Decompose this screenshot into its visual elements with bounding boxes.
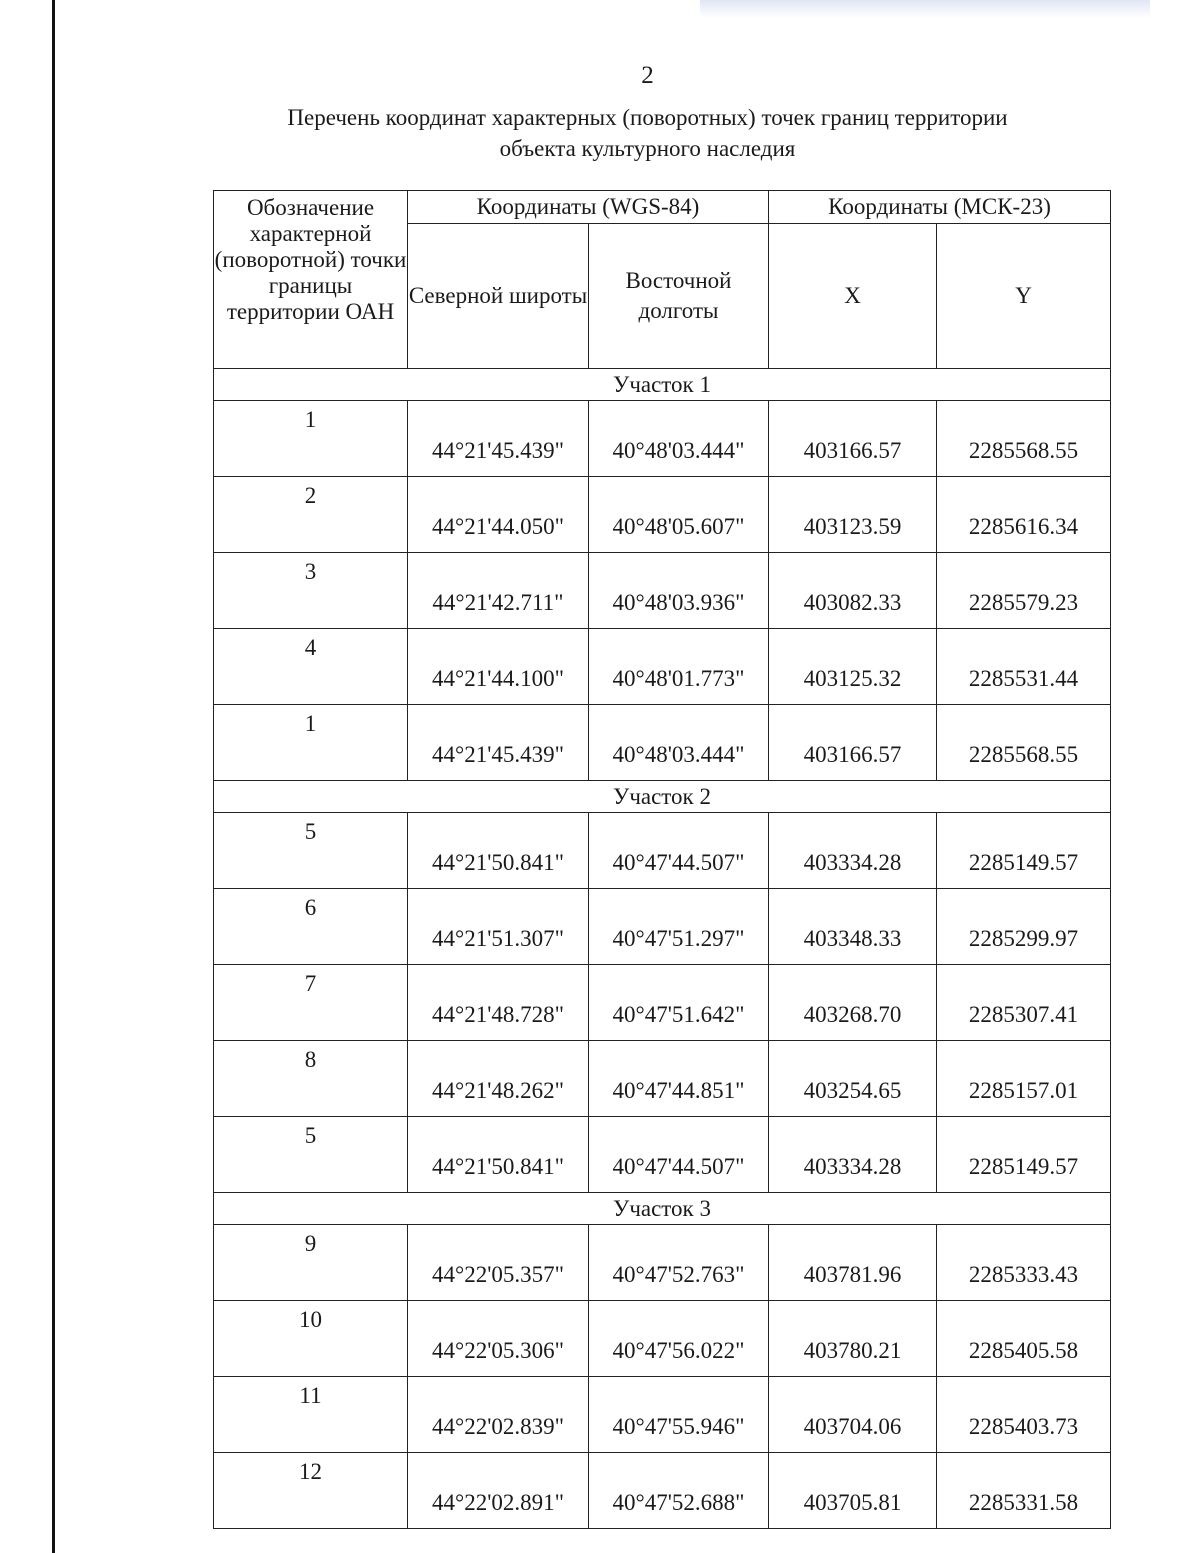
- point-number-cell: 7: [214, 965, 408, 1041]
- y-coordinate-cell: 2285568.55: [937, 401, 1111, 477]
- y-coordinate-cell: 2285331.58: [937, 1453, 1111, 1529]
- east-longitude-cell: 40°48'05.607": [589, 477, 769, 553]
- table-row: [214, 477, 1111, 553]
- x-coordinate-cell: 403166.57: [769, 401, 937, 477]
- table-row: [214, 889, 1111, 965]
- table-row: [214, 813, 1111, 889]
- x-coordinate-cell: 403334.28: [769, 1117, 937, 1193]
- header-msk23-group: Координаты (МСК-23): [769, 191, 1111, 224]
- east-longitude-cell: 40°48'03.936": [589, 553, 769, 629]
- north-latitude-cell: 44°21'45.439": [408, 401, 589, 477]
- y-coordinate-cell: 2285579.23: [937, 553, 1111, 629]
- north-latitude-cell: 44°22'05.357": [408, 1225, 589, 1301]
- table-row: [214, 401, 1111, 477]
- point-number-cell: 10: [214, 1301, 408, 1377]
- section-title: Участок 3: [214, 1193, 1111, 1225]
- header-x: X: [769, 224, 937, 369]
- table-row: [214, 1301, 1111, 1377]
- east-longitude-cell: 40°48'03.444": [589, 401, 769, 477]
- x-coordinate-cell: 403348.33: [769, 889, 937, 965]
- title-line-1: Перечень координат характерных (поворотных) точек границ территории: [287, 105, 1008, 130]
- y-coordinate-cell: 2285149.57: [937, 813, 1111, 889]
- table-row: [214, 1453, 1111, 1529]
- x-coordinate-cell: 403082.33: [769, 553, 937, 629]
- east-longitude-cell: 40°47'52.763": [589, 1225, 769, 1301]
- north-latitude-cell: 44°21'44.050": [408, 477, 589, 553]
- point-number-cell: 12: [214, 1453, 408, 1529]
- east-longitude-cell: 40°48'03.444": [589, 705, 769, 781]
- section-title: Участок 2: [214, 781, 1111, 813]
- north-latitude-cell: 44°21'48.728": [408, 965, 589, 1041]
- point-number-cell: 11: [214, 1377, 408, 1453]
- document-title: [150, 102, 1145, 164]
- table-row: [214, 1041, 1111, 1117]
- header-wgs84-group: Координаты (WGS-84): [408, 191, 769, 224]
- east-longitude-cell: 40°47'51.642": [589, 965, 769, 1041]
- east-longitude-cell: 40°47'52.688": [589, 1453, 769, 1529]
- table-row: [214, 705, 1111, 781]
- north-latitude-cell: 44°21'44.100": [408, 629, 589, 705]
- header-east-longitude: Восточной долготы: [589, 224, 769, 369]
- y-coordinate-cell: 2285531.44: [937, 629, 1111, 705]
- x-coordinate-cell: 403781.96: [769, 1225, 937, 1301]
- point-number-cell: 5: [214, 1117, 408, 1193]
- east-longitude-cell: 40°47'44.507": [589, 1117, 769, 1193]
- y-coordinate-cell: 2285333.43: [937, 1225, 1111, 1301]
- north-latitude-cell: 44°21'51.307": [408, 889, 589, 965]
- coordinates-table: [213, 190, 1111, 1529]
- page-edge-line: [52, 0, 55, 1553]
- header-point-designation: Обозначение характерной (поворотной) точки границы территории ОАН: [214, 191, 408, 369]
- east-longitude-cell: 40°47'55.946": [589, 1377, 769, 1453]
- point-number-cell: 9: [214, 1225, 408, 1301]
- section-row: [214, 1193, 1111, 1225]
- north-latitude-cell: 44°21'48.262": [408, 1041, 589, 1117]
- section-row: [214, 369, 1111, 401]
- x-coordinate-cell: 403125.32: [769, 629, 937, 705]
- x-coordinate-cell: 403254.65: [769, 1041, 937, 1117]
- table-body: [214, 369, 1111, 1529]
- point-number-cell: 3: [214, 553, 408, 629]
- east-longitude-cell: 40°47'44.851": [589, 1041, 769, 1117]
- table-row: [214, 553, 1111, 629]
- table-row: [214, 1225, 1111, 1301]
- title-line-2: объекта культурного наследия: [499, 136, 796, 161]
- x-coordinate-cell: 403123.59: [769, 477, 937, 553]
- table-row: [214, 1377, 1111, 1453]
- point-number-cell: 6: [214, 889, 408, 965]
- north-latitude-cell: 44°21'50.841": [408, 813, 589, 889]
- point-number-cell: 2: [214, 477, 408, 553]
- header-north-latitude: Северной широты: [408, 224, 589, 369]
- north-latitude-cell: 44°22'02.891": [408, 1453, 589, 1529]
- table-row: [214, 965, 1111, 1041]
- x-coordinate-cell: 403705.81: [769, 1453, 937, 1529]
- y-coordinate-cell: 2285568.55: [937, 705, 1111, 781]
- x-coordinate-cell: 403166.57: [769, 705, 937, 781]
- north-latitude-cell: 44°21'45.439": [408, 705, 589, 781]
- east-longitude-cell: 40°47'51.297": [589, 889, 769, 965]
- east-longitude-cell: 40°47'56.022": [589, 1301, 769, 1377]
- north-latitude-cell: 44°21'50.841": [408, 1117, 589, 1193]
- point-number-cell: 1: [214, 705, 408, 781]
- y-coordinate-cell: 2285157.01: [937, 1041, 1111, 1117]
- x-coordinate-cell: 403704.06: [769, 1377, 937, 1453]
- page-number: 2: [641, 62, 654, 89]
- north-latitude-cell: 44°21'42.711": [408, 553, 589, 629]
- scan-artifact: [700, 0, 1150, 18]
- point-number-cell: 4: [214, 629, 408, 705]
- east-longitude-cell: 40°47'44.507": [589, 813, 769, 889]
- y-coordinate-cell: 2285307.41: [937, 965, 1111, 1041]
- y-coordinate-cell: 2285405.58: [937, 1301, 1111, 1377]
- table-row: [214, 629, 1111, 705]
- point-number-cell: 8: [214, 1041, 408, 1117]
- header-y: Y: [937, 224, 1111, 369]
- table-row: [214, 1117, 1111, 1193]
- table-header: [214, 191, 1111, 369]
- x-coordinate-cell: 403334.28: [769, 813, 937, 889]
- y-coordinate-cell: 2285149.57: [937, 1117, 1111, 1193]
- y-coordinate-cell: 2285616.34: [937, 477, 1111, 553]
- x-coordinate-cell: 403268.70: [769, 965, 937, 1041]
- y-coordinate-cell: 2285403.73: [937, 1377, 1111, 1453]
- point-number-cell: 5: [214, 813, 408, 889]
- point-number-cell: 1: [214, 401, 408, 477]
- section-title: Участок 1: [214, 369, 1111, 401]
- north-latitude-cell: 44°22'05.306": [408, 1301, 589, 1377]
- east-longitude-cell: 40°48'01.773": [589, 629, 769, 705]
- section-row: [214, 781, 1111, 813]
- x-coordinate-cell: 403780.21: [769, 1301, 937, 1377]
- north-latitude-cell: 44°22'02.839": [408, 1377, 589, 1453]
- y-coordinate-cell: 2285299.97: [937, 889, 1111, 965]
